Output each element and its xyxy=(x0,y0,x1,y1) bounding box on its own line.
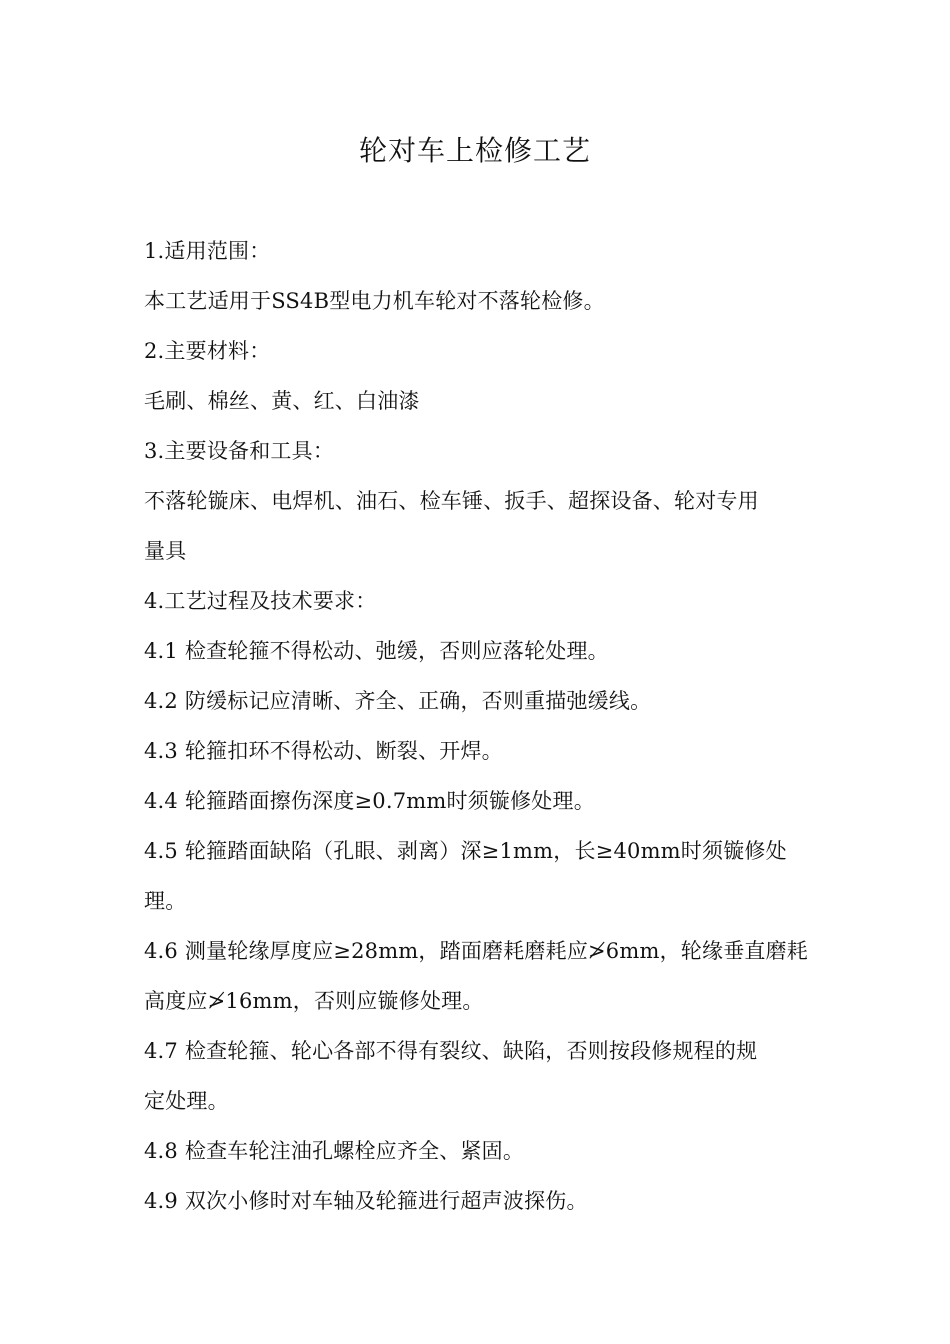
process-item-4-5-line-2: 理。 xyxy=(144,889,187,913)
process-item-4-6-line-2: 高度应≯16mm，否则应镟修处理。 xyxy=(144,989,484,1013)
process-item-4-7-line-2: 定处理。 xyxy=(144,1089,229,1113)
section-heading-equipment: 3.主要设备和工具： xyxy=(144,439,335,463)
process-item-4-9: 4.9 双次小修时对车轴及轮箍进行超声波探伤。 xyxy=(144,1189,588,1213)
process-item-4-2: 4.2 防缓标记应清晰、齐全、正确，否则重描弛缓线。 xyxy=(144,689,652,713)
section-heading-process: 4.工艺过程及技术要求： xyxy=(144,589,377,613)
process-item-4-7-line-1: 4.7 检查轮箍、轮心各部不得有裂纹、缺陷，否则按段修规程的规 xyxy=(144,1039,758,1063)
process-item-4-5-line-1: 4.5 轮箍踏面缺陷（孔眼、剥离）深≥1mm，长≥40mm时须镟修处 xyxy=(144,839,787,863)
paragraph-materials: 毛刷、棉丝、黄、红、白油漆 xyxy=(144,389,420,413)
process-item-4-4: 4.4 轮箍踏面擦伤深度≥0.7mm时须镟修处理。 xyxy=(144,789,595,813)
section-heading-scope: 1.适用范围： xyxy=(144,239,271,263)
section-heading-materials: 2.主要材料： xyxy=(144,339,271,363)
process-item-4-6-line-1: 4.6 测量轮缘厚度应≥28mm，踏面磨耗磨耗应≯6mm，轮缘垂直磨耗 xyxy=(144,939,808,963)
process-item-4-8: 4.8 检查车轮注油孔螺栓应齐全、紧固。 xyxy=(144,1139,525,1163)
paragraph-equipment-line-1: 不落轮镟床、电焊机、油石、检车锤、扳手、超探设备、轮对专用 xyxy=(144,489,759,513)
process-item-4-1: 4.1 检查轮箍不得松动、弛缓，否则应落轮处理。 xyxy=(144,639,609,663)
paragraph-equipment-line-2: 量具 xyxy=(144,539,187,563)
process-item-4-3: 4.3 轮箍扣环不得松动、断裂、开焊。 xyxy=(144,739,503,763)
document-body xyxy=(144,226,810,1226)
page-title: 轮对车上检修工艺 xyxy=(358,134,591,167)
paragraph-scope: 本工艺适用于SS4B型电力机车轮对不落轮检修。 xyxy=(144,289,605,313)
